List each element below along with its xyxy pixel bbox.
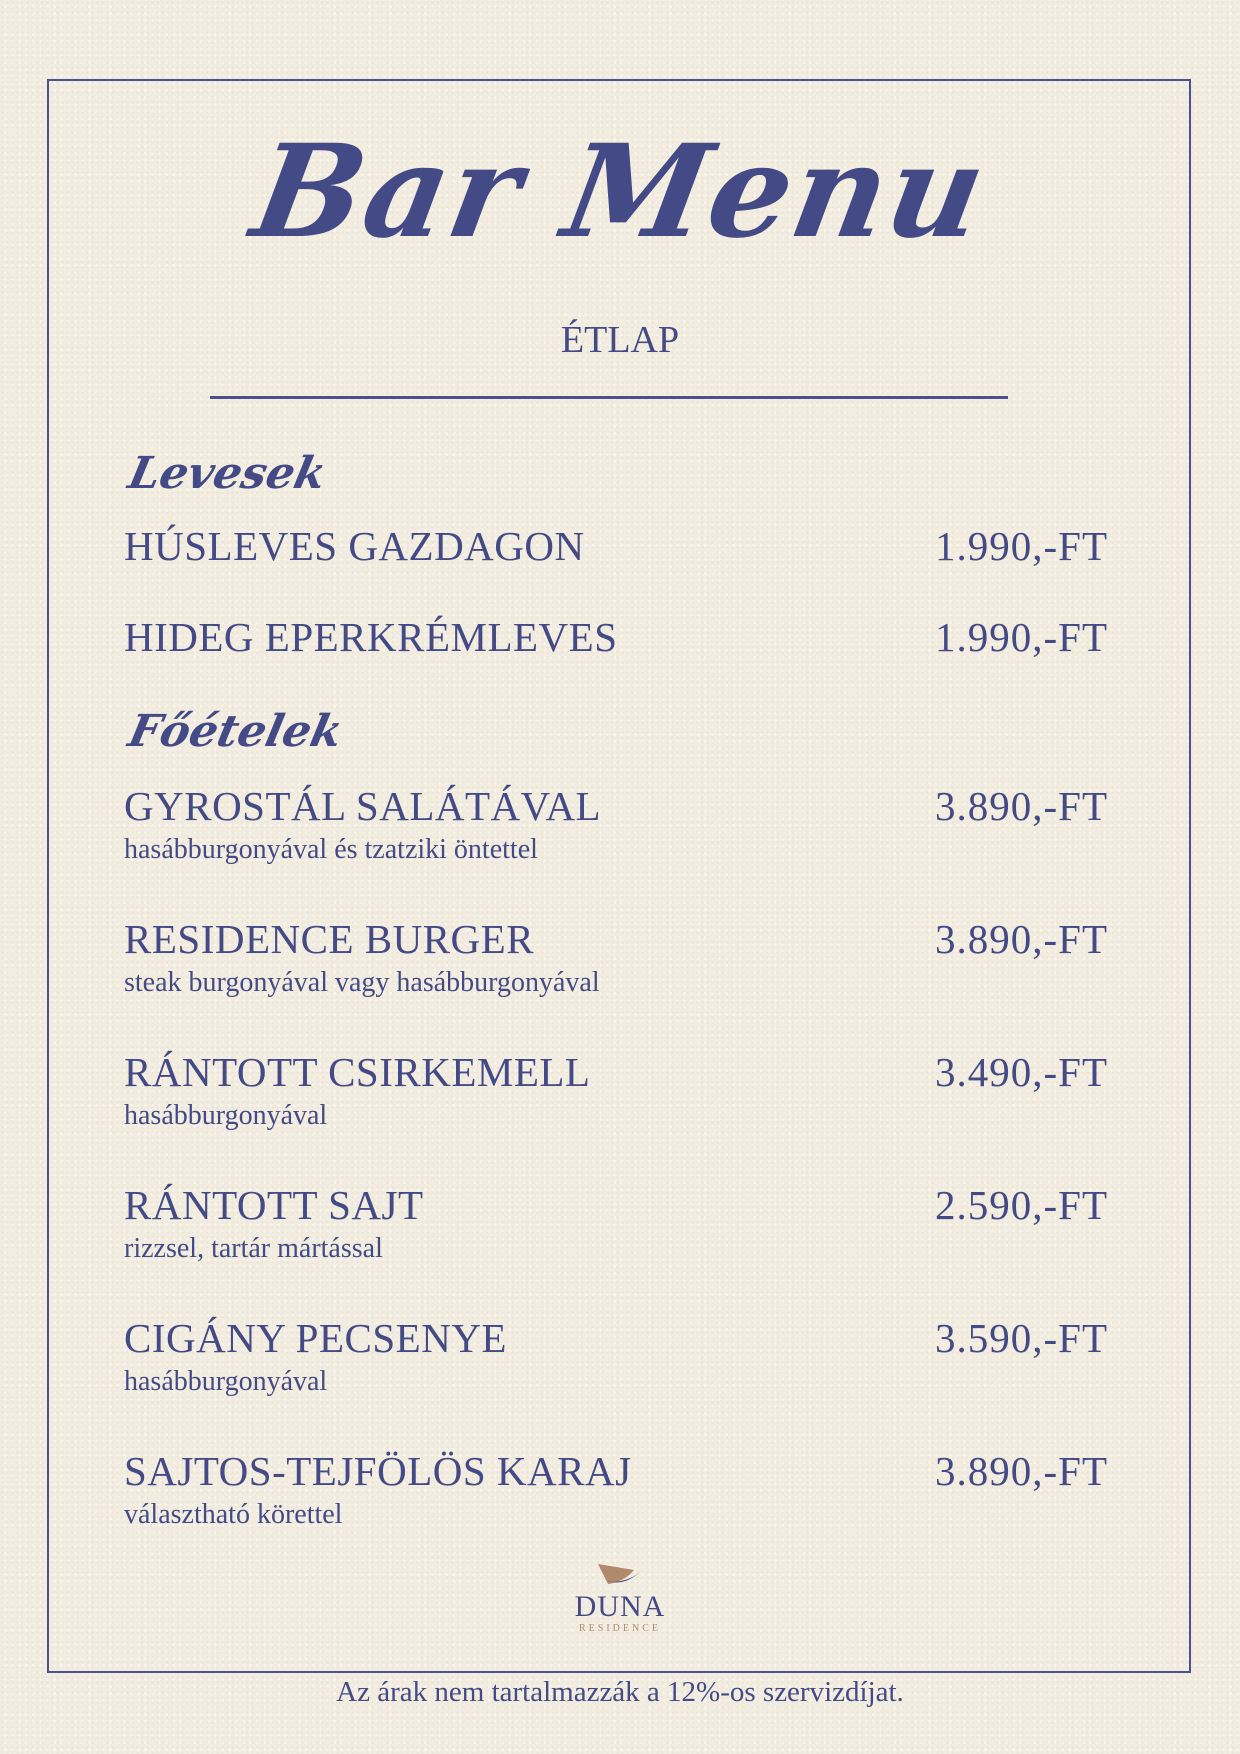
logo-name: DUNA [574, 1590, 666, 1623]
item-name: HÚSLEVES GAZDAGON [124, 523, 585, 569]
service-charge-note: Az árak nem tartalmazzák a 12%-os szervizdíjat. [336, 1676, 904, 1708]
menu-item [124, 1181, 1108, 1265]
duna-residence-logo [0, 1560, 1240, 1634]
item-name: GYROSTÁL SALÁTÁVAL [124, 783, 602, 829]
item-name: RÁNTOTT SAJT [124, 1182, 424, 1228]
menu-item [124, 522, 1108, 570]
menu-item [124, 613, 1108, 661]
item-name: SAJTOS-TEJFÖLÖS KARAJ [124, 1448, 632, 1494]
title-divider [210, 396, 1008, 399]
item-price: 3.890,-FT [935, 1448, 1108, 1494]
menu-item [124, 1314, 1108, 1398]
item-name: RÁNTOTT CSIRKEMELL [124, 1049, 591, 1095]
item-name: CIGÁNY PECSENYE [124, 1315, 507, 1361]
section-title-levesek: Levesek [124, 448, 331, 499]
item-description: hasábburgonyával [124, 1100, 328, 1131]
item-price: 3.890,-FT [935, 783, 1108, 829]
logo-subtitle: RESIDENCE [579, 1623, 661, 1634]
item-description: választható körettel [124, 1499, 343, 1530]
item-description: hasábburgonyával és tzatziki öntettel [124, 834, 538, 865]
item-name: HIDEG EPERKRÉMLEVES [124, 614, 618, 660]
item-price: 3.890,-FT [935, 916, 1108, 962]
item-description: steak burgonyával vagy hasábburgonyával [124, 967, 600, 998]
item-price: 3.590,-FT [935, 1315, 1108, 1361]
item-price: 1.990,-FT [935, 523, 1108, 569]
item-price: 1.990,-FT [935, 614, 1108, 660]
item-price: 2.590,-FT [935, 1182, 1108, 1228]
menu-item [124, 1048, 1108, 1132]
menu-item [124, 782, 1108, 866]
item-price: 3.490,-FT [935, 1049, 1108, 1095]
menu-title: Bar Menu [242, 117, 998, 267]
item-description: rizzsel, tartár mártással [124, 1233, 383, 1264]
boat-logo-icon [594, 1560, 646, 1590]
menu-item [124, 915, 1108, 999]
menu-subtitle: ÉTLAP [560, 319, 680, 361]
item-description: hasábburgonyával [124, 1366, 328, 1397]
menu-item [124, 1447, 1108, 1531]
section-title-foetelek: Főételek [124, 706, 347, 757]
item-name: RESIDENCE BURGER [124, 916, 535, 962]
